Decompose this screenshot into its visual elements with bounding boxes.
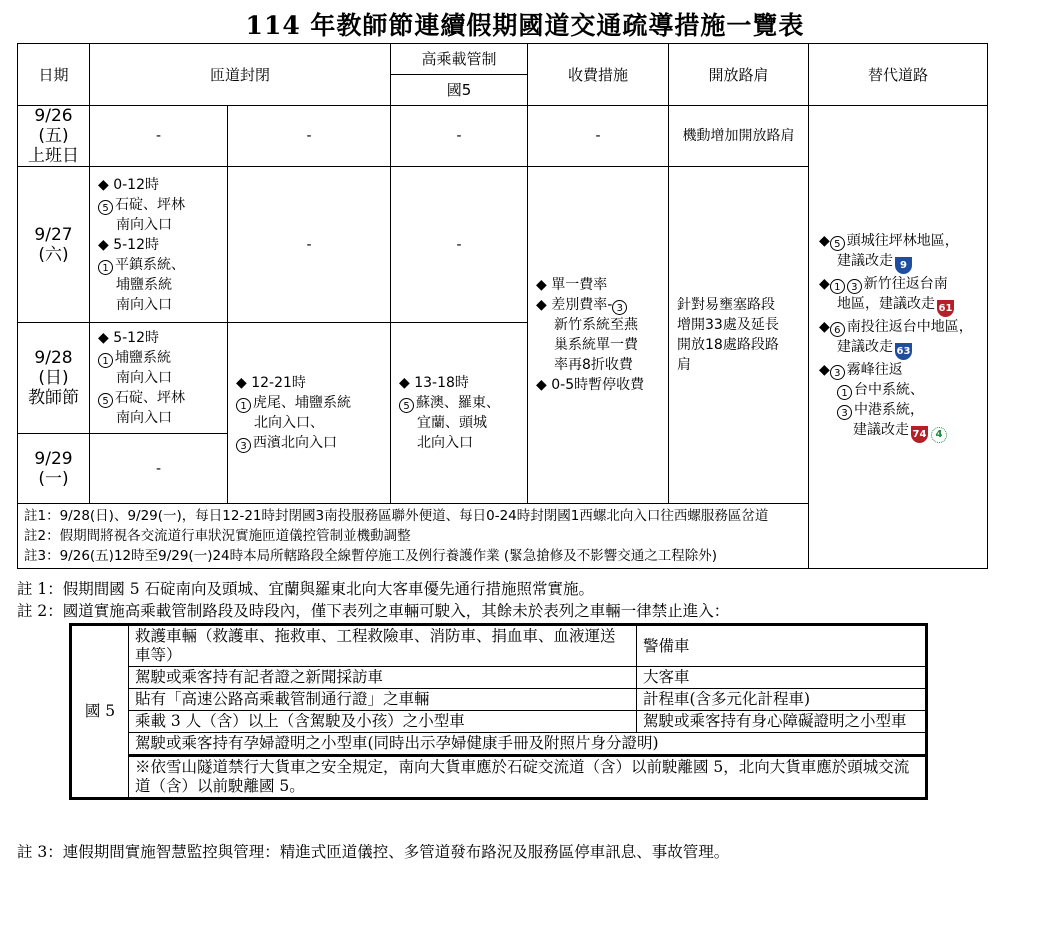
date-cell-0928: 9/28 (日) 教師節 [18,323,90,434]
table-row [71,667,927,689]
hov-0927: - [391,167,528,323]
header-ramp-closure: 匝道封閉 [90,44,391,106]
vehicle-hov-pass: 貼有「高速公路高乘載管制通行證」之車輛 [129,689,637,711]
ramp-b-0928-0929: ◆ 12-21時 1 虎尾、埔鹽系統 北向入口、 3 西濱北向入口 [228,323,391,504]
freeway-1-icon: 1 [830,279,845,294]
freeway-5-label: 國 5 [71,625,129,799]
toll-measures-cell: ◆ 單一費率 ◆ 差別費率- 3 新竹系統至燕 巢系統單一費 率再8折收費 ◆ 0-5時暫停收費 [528,167,669,504]
date-cell-0927: 9/27 (六) [18,167,90,323]
freeway-1-icon: 1 [236,398,251,413]
ramp-a-0928: ◆ 5-12時 1 埔鹽系統 南向入口 5 石碇、坪林 南向入口 [90,323,228,434]
freeway-5-icon: 5 [98,393,113,408]
hov-0928-0929: ◆ 13-18時 5 蘇澳、羅東、 宜蘭、頭城 北向入口 [391,323,528,504]
header-toll: 收費措施 [528,44,669,106]
hov-0926: - [391,106,528,167]
traffic-measures-table [17,43,988,569]
permitted-vehicles-table [69,623,928,800]
provincial-route-4-icon: 4 [931,427,947,443]
vehicle-emergency: 救護車輛（救護車、拖救車、工程救險車、消防車、捐血車、血液運送車等） [129,625,637,667]
ramp-b-0926: - [228,106,391,167]
table-row [71,756,927,799]
shoulder-opening-cell: 針對易壅塞路段 增開33處及延長 開放18處路段路 肩 [669,167,809,504]
table-notes [18,504,809,569]
freeway-1-icon: 1 [98,260,113,275]
freeway-3-icon: 3 [830,365,845,380]
vehicle-pregnancy: 駕駛或乘客持有孕婦證明之小型車(同時出示孕婦健康手冊及附照片身分證明) [129,733,927,756]
freeway-1-icon: 1 [837,385,852,400]
freeway-5-icon: 5 [399,398,414,413]
freeway-5-icon: 5 [98,200,113,215]
header-alternative-route: 替代道路 [809,44,988,106]
freeway-1-icon: 1 [98,353,113,368]
header-hov: 高乘載管制 [391,44,528,75]
note-3: 註 3：連假期間實施智慧監控與管理：精進式匝道儀控、多管道發布路況及服務區停車訊息、事故管理。 [17,843,730,861]
note-1: 註 1：假期間國 5 石碇南向及頭城、宜蘭與羅東北向大客車優先通行措施照常實施。 [17,580,595,598]
shoulder-0926: 機動增加開放路肩 [669,106,809,167]
header-hov-freeway5: 國5 [391,75,528,106]
table-note-1: 註1：9/28(日)、9/29(一)，每日12-21時封閉國3南投服務區聯外便道、每日0-24時封閉國1西螺北向入口往西螺服務區岔道 [24,508,769,524]
vehicle-press: 駕駛或乘客持有記者證之新聞採訪車 [129,667,637,689]
ramp-a-0929: - [90,434,228,504]
ramp-b-0927: - [228,167,391,323]
table-row [71,689,927,711]
vehicle-disability: 駕駛或乘客持有身心障礙證明之小型車 [637,711,927,733]
table-row [71,625,927,667]
expressway-74-icon: 74 [911,426,928,443]
header-date: 日期 [18,44,90,106]
provincial-route-9-icon: 9 [895,257,912,274]
expressway-61-icon: 61 [937,300,954,317]
table-row [18,106,988,167]
date-cell-0929: 9/29 (一) [18,434,90,504]
expressway-63-icon: 63 [895,343,912,360]
table-note-3: 註3：9/26(五)12時至9/29(一)24時本局所轄路段全線暫停施工及例行養護作業 (緊急搶修及不影響交通之工程除外) [24,548,717,564]
date-cell-0926: 9/26 (五) 上班日 [18,106,90,167]
page-title: 114 年教師節連續假期國道交通疏導措施一覽表 [245,11,805,40]
ramp-a-0927: ◆ 0-12時 5 石碇、坪林 南向入口 ◆ 5-12時 1 平鎮系統、 埔鹽系統 南向入口 [90,167,228,323]
vehicle-taxi: 計程車(含多元化計程車) [637,689,927,711]
table-row [71,711,927,733]
table-row [71,733,927,756]
freeway-3-icon: 3 [847,279,862,294]
freeway-6-icon: 6 [830,322,845,337]
table-note-2: 註2：假期間將視各交流道行車狀況實施匝道儀控管制並機動調整 [24,528,411,544]
freeway-3-icon: 3 [837,405,852,420]
vehicle-three-occupants: 乘載 3 人（含）以上（含駕駛及小孩）之小型車 [129,711,637,733]
toll-0926: - [528,106,669,167]
vehicle-bus: 大客車 [637,667,927,689]
vehicle-police: 警備車 [637,625,927,667]
snow-mountain-tunnel-rule: ※依雪山隧道禁行大貨車之安全規定，南向大貨車應於石碇交流道（含）以前駛離國 5，北向大貨車應於頭城交流道（含）以前駛離國 5。 [129,756,927,799]
freeway-3-icon: 3 [236,438,251,453]
ramp-a-0926: - [90,106,228,167]
alternative-routes-cell: ◆ 5 頭城往坪林地區， 建議改走 9 ◆ 1 3 新竹往返台南 地區，建議改走 61 ◆ 6 南投往返台中地區， 建議改走 63 ◆ 3 霧峰往返 1 台中系統、 3 中港系統， 建議改走 74 4 [809,106,988,569]
header-shoulder: 開放路肩 [669,44,809,106]
freeway-3-icon: 3 [612,300,627,315]
note-2: 註 2：國道實施高乘載管制路段及時段內，僅下表列之車輛可駛入，其餘未於表列之車輛一律禁止進入： [17,602,730,620]
freeway-5-icon: 5 [830,236,845,251]
